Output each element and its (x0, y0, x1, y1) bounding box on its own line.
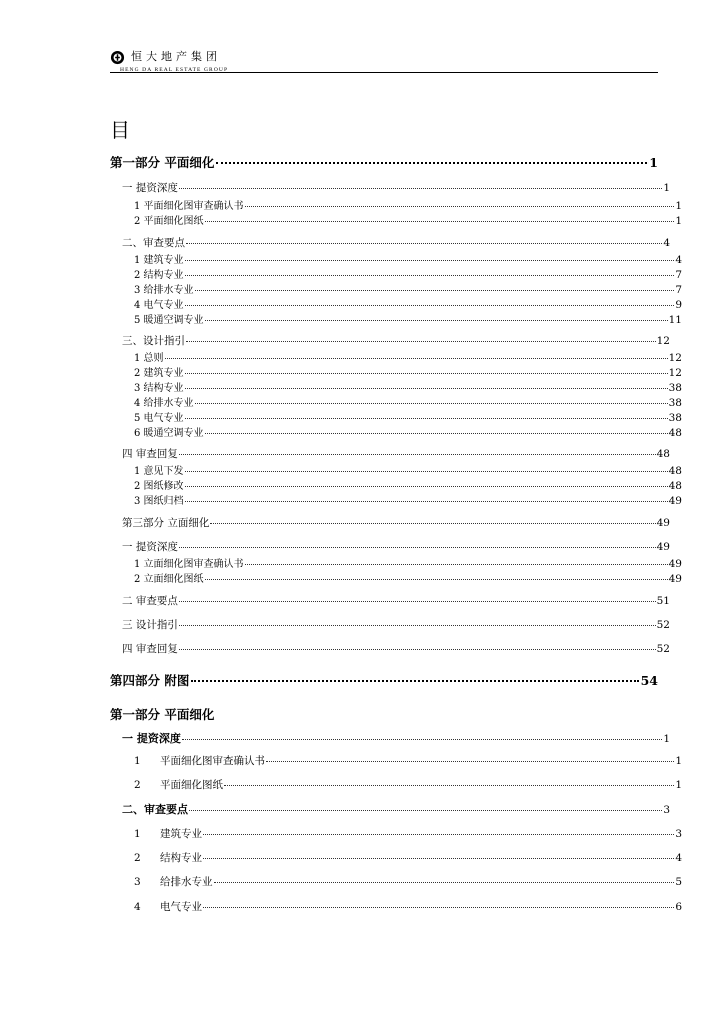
toc-entry-label: 三 设计指引 (122, 619, 178, 631)
toc-entry-label: 1 意见下发 (134, 466, 184, 477)
toc-entry-label: 三、设计指引 (122, 335, 185, 347)
toc-page-number: 3 (675, 828, 682, 840)
leader-dots (185, 388, 668, 389)
logo-row (110, 48, 658, 66)
toc-page-number: 38 (668, 382, 682, 394)
toc-page-number: 3 (663, 804, 670, 816)
toc-entry-label: 四 审查回复 (122, 643, 178, 655)
toc-entry[interactable] (110, 251, 682, 266)
toc-entry-label (134, 874, 213, 889)
leader-dots (165, 358, 668, 359)
toc-entry-text: 平面细化图纸 (160, 779, 223, 791)
toc-entry-label: 第三部分 立面细化 (122, 517, 210, 529)
company-name-en: HENG DA REAL ESTATE GROUP (120, 67, 229, 73)
toc-entry[interactable] (110, 555, 682, 570)
section-heading-label: 第一部分 平面细化 (110, 707, 215, 722)
toc-page-number: 54 (640, 673, 658, 688)
toc-entry-label: 2 平面细化图纸 (134, 216, 204, 227)
leader-dots (185, 275, 675, 276)
toc-entry[interactable] (110, 641, 670, 656)
company-logo-icon (110, 50, 125, 65)
section-heading (110, 705, 658, 723)
toc-entry-label: 1 平面细化图审查确认书 (134, 201, 244, 212)
toc-title: 目 (110, 118, 130, 142)
toc-entry[interactable] (110, 730, 670, 746)
leader-dots (185, 305, 675, 306)
toc-page-number: 51 (656, 595, 670, 607)
header-rule (110, 72, 658, 73)
toc-page-number: 49 (668, 573, 682, 585)
toc-page-number: 52 (656, 619, 670, 631)
leader-dots (179, 601, 656, 602)
toc-entry-number: 1 (134, 828, 141, 840)
toc-entry-number: 2 (134, 779, 141, 791)
toc-page-number: 12 (656, 335, 670, 347)
toc-entry-label: 二、审查要点 (122, 803, 188, 816)
toc-entry-label (134, 899, 202, 914)
leader-dots (195, 290, 675, 291)
toc-page-number: 52 (656, 643, 670, 655)
leader-dots (245, 206, 675, 207)
toc-entry-text: 电气专业 (160, 901, 202, 913)
toc-entry-label (134, 753, 265, 768)
toc-page-number: 11 (668, 314, 682, 326)
toc-entry-number: 1 (134, 755, 141, 767)
toc-page-number: 1 (675, 200, 682, 212)
toc-entry-label: 3 结构专业 (134, 383, 184, 394)
toc-entry-label: 1 立面细化图审查确认书 (134, 559, 244, 570)
toc-page-number: 7 (675, 269, 682, 281)
leader-dots (203, 858, 674, 859)
toc-page-number: 49 (668, 558, 682, 570)
leader-dots (185, 373, 668, 374)
leader-dots (179, 454, 656, 455)
leader-dots (210, 523, 655, 524)
toc-page-number: 12 (668, 367, 682, 379)
toc-entry-label: 2 图纸修改 (134, 481, 184, 492)
leader-dots (185, 471, 668, 472)
toc-entry-label: 二 审查要点 (122, 595, 178, 607)
toc-entry[interactable] (110, 446, 670, 461)
toc-page-number: 4 (675, 254, 682, 266)
toc-entry[interactable] (110, 349, 682, 364)
toc-entry-label: 一 提资深度 (122, 182, 178, 194)
toc-entry-text: 结构专业 (160, 852, 202, 864)
toc-entry[interactable] (110, 296, 682, 311)
toc-entry-label: 5 暖通空调专业 (134, 315, 204, 326)
toc-page-number: 48 (668, 465, 682, 477)
toc-entry-label (134, 826, 202, 841)
toc-entry[interactable] (110, 409, 682, 424)
toc-page-number: 48 (668, 480, 682, 492)
leader-dots (185, 501, 668, 502)
toc-entry-label: 3 给排水专业 (134, 285, 194, 296)
toc-entry-label (134, 850, 202, 865)
toc-entry[interactable] (110, 671, 658, 689)
toc-entry-text: 平面细化图审查确认书 (160, 755, 265, 767)
toc-entry-label: 4 给排水专业 (134, 398, 194, 409)
toc-entry[interactable] (110, 515, 670, 530)
toc-entry[interactable] (110, 462, 682, 477)
toc-page-number: 1 (675, 779, 682, 791)
toc-entry-label: 第四部分 附图 (110, 673, 190, 688)
toc-entry-label: 一 提资深度 (122, 541, 178, 553)
toc-entry[interactable] (110, 570, 682, 585)
toc-entry[interactable] (110, 197, 682, 212)
leader-dots (205, 433, 668, 434)
leader-dots (185, 486, 668, 487)
toc-entry-label: 二、审查要点 (122, 237, 185, 249)
toc-entry-label: 2 建筑专业 (134, 368, 184, 379)
leader-dots (205, 579, 668, 580)
toc-entry-number: 3 (134, 876, 141, 888)
toc-entry-label: 4 电气专业 (134, 300, 184, 311)
leader-dots (205, 320, 668, 321)
leader-dots (179, 188, 662, 189)
toc-entry-label: 2 立面细化图纸 (134, 574, 204, 585)
toc-entry[interactable] (110, 753, 682, 768)
leader-dots (203, 834, 674, 835)
leader-dots (245, 564, 668, 565)
toc-entry[interactable] (110, 281, 682, 296)
toc-entry[interactable] (110, 333, 670, 348)
toc-entry[interactable] (110, 477, 682, 492)
toc-entry-number: 4 (134, 901, 141, 913)
toc-page-number: 38 (668, 412, 682, 424)
toc-page-number: 49 (656, 541, 670, 553)
leader-dots (179, 649, 656, 650)
toc-entry[interactable] (110, 212, 682, 227)
toc-page-number: 1 (675, 755, 682, 767)
toc-entry-label: 1 总则 (134, 353, 164, 364)
leader-dots (179, 625, 656, 626)
toc-entry[interactable] (110, 394, 682, 409)
toc-page-number: 4 (675, 852, 682, 864)
toc-page-number: 48 (656, 448, 670, 460)
toc-entry-label: 1 建筑专业 (134, 255, 184, 266)
toc-entry[interactable] (110, 266, 682, 281)
toc-entry[interactable] (110, 850, 682, 865)
leader-dots (182, 739, 662, 740)
toc-page-number: 6 (675, 901, 682, 913)
toc-page-number: 48 (668, 427, 682, 439)
toc-entry[interactable] (110, 153, 658, 171)
leader-dots (195, 403, 668, 404)
toc-entry-text: 给排水专业 (160, 876, 213, 888)
leader-dots (205, 221, 675, 222)
leader-dots (203, 907, 674, 908)
toc-entry[interactable] (110, 617, 670, 632)
leader-dots (186, 243, 662, 244)
toc-entry[interactable] (110, 899, 682, 914)
leader-dots (214, 882, 675, 883)
toc-entry[interactable] (110, 539, 670, 554)
toc-page-number: 5 (675, 876, 682, 888)
toc-entry[interactable] (110, 801, 670, 817)
toc-page-number: 4 (663, 237, 670, 249)
page-header (110, 48, 658, 74)
toc-entry[interactable] (110, 180, 670, 195)
toc-entry-text: 建筑专业 (160, 828, 202, 840)
toc-entry-label: 3 图纸归档 (134, 496, 184, 507)
toc-page-number: 1 (649, 155, 658, 170)
leader-dots (224, 785, 674, 786)
toc-page-number: 1 (663, 733, 670, 745)
toc-page-number: 9 (675, 299, 682, 311)
toc-page-number: 7 (675, 284, 682, 296)
toc-entry[interactable] (110, 364, 682, 379)
toc-entry[interactable] (110, 826, 682, 841)
toc-entry[interactable] (110, 235, 670, 250)
toc-entry[interactable] (110, 492, 682, 507)
toc-entry-label: 一 提资深度 (122, 732, 181, 745)
company-name-cn: 恒大地产集团 (131, 50, 221, 63)
toc-entry-label (134, 777, 223, 792)
leader-dots (185, 260, 675, 261)
toc-page-number: 49 (668, 495, 682, 507)
leader-dots (179, 547, 656, 548)
toc-entry[interactable] (110, 593, 670, 608)
leader-dots (191, 680, 638, 682)
toc-entry[interactable] (110, 424, 682, 439)
toc-page-number: 1 (675, 215, 682, 227)
toc-entry-label: 5 电气专业 (134, 413, 184, 424)
leader-dots (216, 162, 647, 164)
leader-dots (186, 341, 656, 342)
toc-entry[interactable] (110, 379, 682, 394)
toc-entry-label: 四 审查回复 (122, 448, 178, 460)
toc-page-number: 49 (656, 517, 670, 529)
toc-page-number: 1 (663, 182, 670, 194)
toc-entry[interactable] (110, 874, 682, 889)
toc-page-number: 12 (668, 352, 682, 364)
toc-entry-label: 第一部分 平面细化 (110, 155, 215, 170)
toc-entry-label: 2 结构专业 (134, 270, 184, 281)
leader-dots (185, 418, 668, 419)
toc-entry[interactable] (110, 311, 682, 326)
leader-dots (266, 761, 674, 762)
toc-entry-number: 2 (134, 852, 141, 864)
leader-dots (189, 810, 662, 811)
toc-entry[interactable] (110, 777, 682, 792)
toc-entry-label: 6 暖通空调专业 (134, 428, 204, 439)
toc-page-number: 38 (668, 397, 682, 409)
